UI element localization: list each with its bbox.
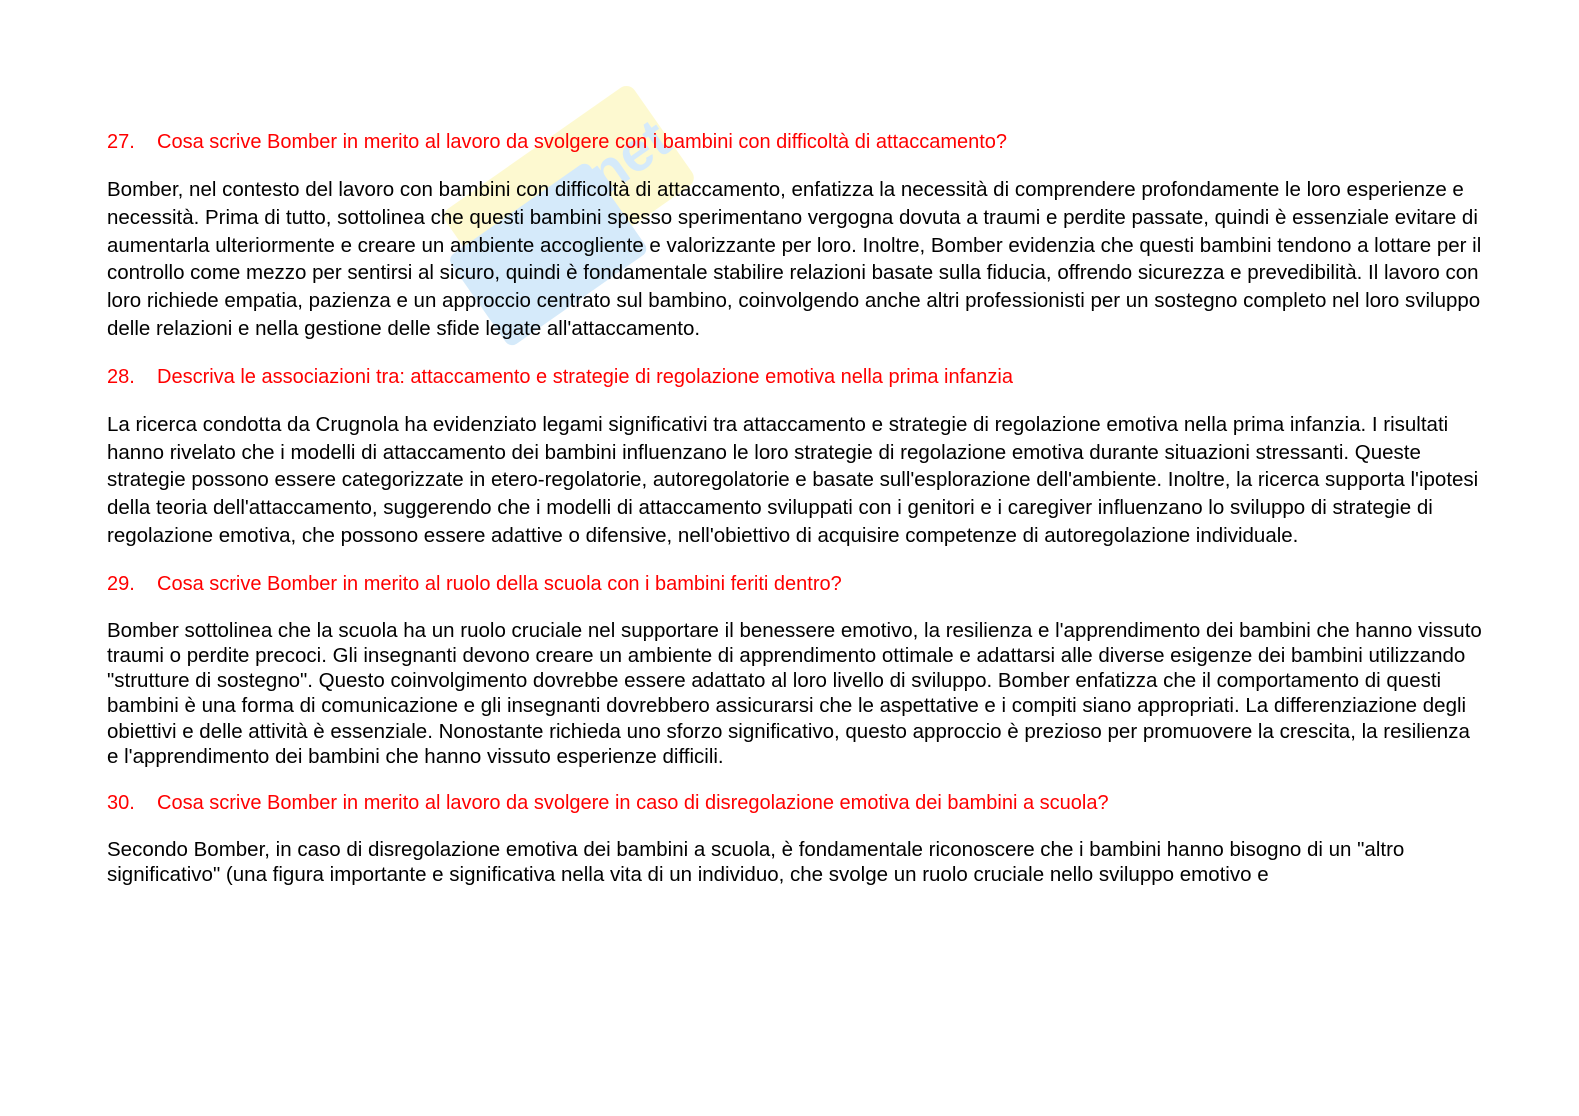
- answer-27: Bomber, nel contesto del lavoro con bambini con difficoltà di attaccamento, enfatizza la necessità di comprendere profondamente le loro esperienze e necessità. Prima di tutto, sottolinea che questi bambini spesso sperimentano vergogna dovuta a traumi e perdite passate, quindi è essenziale evitare di aumentarla ulteriormente e creare un ambiente accogliente e valorizzante per loro. Inoltre, Bomber evidenzia che questi bambini tendono a lottare per il controllo come mezzo per sentirsi al sicuro, quindi è fondamentale stabilire relazioni basate sulla fiducia, offrendo sicurezza e prevedibilità. Il lavoro con loro richiede empatia, pazienza e un approccio centrato sul bambino, coinvolgendo anche altri professionisti per un sostegno completo nel loro sviluppo delle relazioni e nella gestione delle sfide legate all'attaccamento.: [107, 178, 1482, 340]
- answer-30: Secondo Bomber, in caso di disregolazione emotiva dei bambini a scuola, è fondamentale riconoscere che i bambini hanno bisogno di un "altro significativo" (una figura importante e significativa nella vita di un individuo, che svolge un ruolo cruciale nello sviluppo emotivo e: [107, 837, 1405, 887]
- question-28: [107, 363, 1482, 391]
- question-text: Cosa scrive Bomber in merito al lavoro da svolgere in caso di disregolazione emotiva dei bambini a scuola?: [157, 791, 1109, 814]
- question-number: 28.: [107, 365, 135, 388]
- question-29: [107, 570, 1482, 598]
- document-body: [107, 128, 1482, 907]
- answer-28: La ricerca condotta da Crugnola ha evidenziato legami significativi tra attaccamento e strategie di regolazione emotiva nella prima infanzia. I risultati hanno rivelato che i modelli di attaccamento dei bambini influenzano le loro strategie di regolazione emotiva durante situazioni stressanti. Queste strategie possono essere categorizzate in etero-regolatorie, autoregolatorie e basate sull'esplorazione dell'ambiente. Inoltre, la ricerca supporta l'ipotesi della teoria dell'attaccamento, suggerendo che i modelli di attaccamento sviluppati con i genitori e i caregiver influenzano lo sviluppo di strategie di regolazione emotiva, che possono essere adattive o difensive, nell'obiettivo di acquisire competenze di autoregolazione individuale.: [107, 412, 1479, 547]
- question-text: Descriva le associazioni tra: attaccamento e strategie di regolazione emotiva nella prima infanzia: [157, 365, 1013, 388]
- question-number: 30.: [107, 791, 135, 814]
- watermark-text: net: [575, 106, 681, 207]
- question-number: 29.: [107, 572, 135, 595]
- question-text: Cosa scrive Bomber in merito al lavoro da svolgere con i bambini con difficoltà di attaccamento?: [157, 131, 1008, 153]
- question-27: [107, 128, 1482, 156]
- question-text: Cosa scrive Bomber in merito al ruolo della scuola con i bambini feriti dentro?: [157, 572, 842, 595]
- question-30: [107, 789, 1482, 817]
- question-number: 27.: [107, 131, 135, 153]
- answer-29: Bomber sottolinea che la scuola ha un ruolo cruciale nel supportare il benessere emotivo, la resilienza e l'apprendimento dei bambini che hanno vissuto traumi o perdite precoci. Gli insegnanti devono creare un ambiente di apprendimento ottimale e adattarsi alle diverse esigenze dei bambini utilizzando "strutture di sostegno". Questo coinvolgimento dovrebbe essere adattato al loro livello di sviluppo. Bomber enfatizza che il comportamento di questi bambini è una forma di comunicazione e gli insegnanti dovrebbero assicurarsi che le aspettative e i compiti siano appropriati. La differenziazione degli obiettivi e delle attività è essenziale. Nonostante richieda uno sforzo significativo, questo approccio è prezioso per promuovere la crescita, la resilienza e l'apprendimento dei bambini che hanno vissuto esperienze difficili.: [107, 618, 1482, 768]
